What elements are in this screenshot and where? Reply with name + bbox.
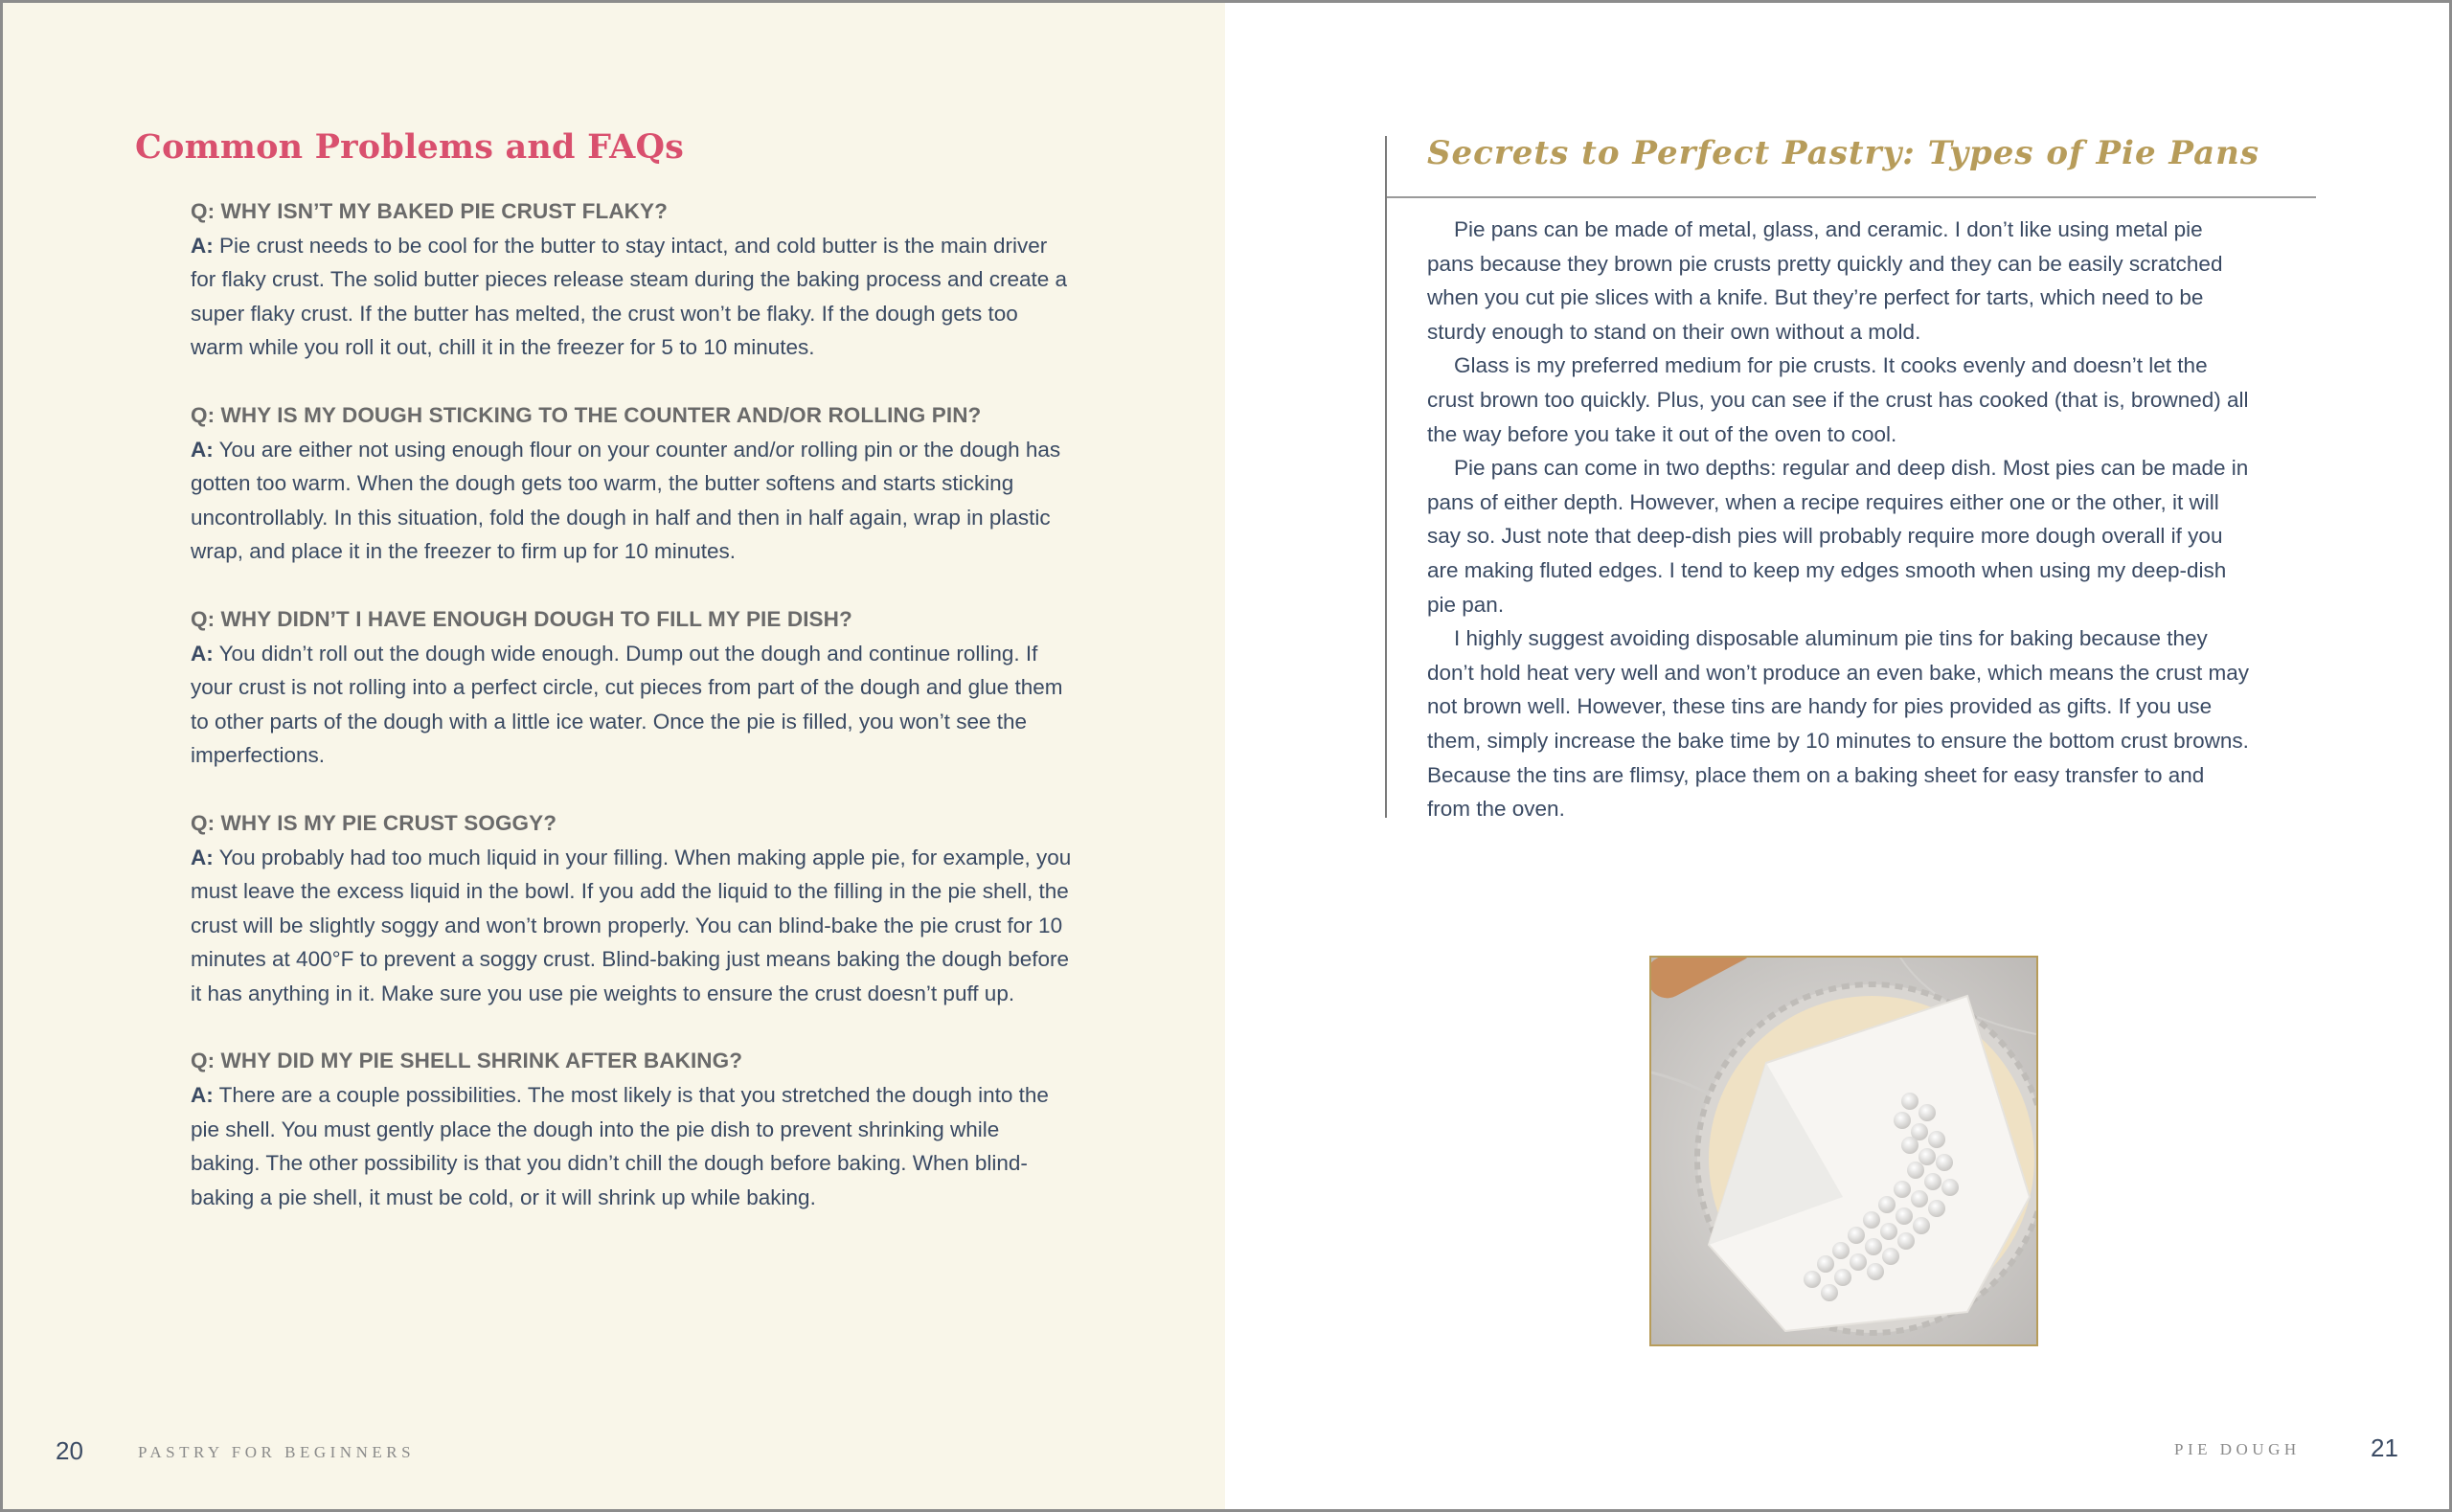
page-number-right: 21 [2371,1433,2398,1462]
body-paragraph: Pie pans can come in two depths: regular and deep dish. Most pies can be made in pans of either depth. However, when a recipe requires either one or the other, it will say so. Just note that deep-dish pies will probably require more dough overall if you are making fluted edges. I tend to keep my edges smooth when using my deep-dish pie pan. [1427,456,2249,617]
faq-item [191,194,1072,365]
secrets-body [1427,213,2251,826]
secrets-heading: Secrets to Perfect Pastry: Types of Pie Pans [1427,134,2259,172]
body-paragraph: Glass is my preferred medium for pie crusts. It cooks evenly and doesn’t let the crust brown too quickly. Plus, you can see if the crust has cooked (that is, browned) all the way before you take it out of the oven to cool. [1427,353,2249,446]
faq-question: Q: WHY IS MY PIE CRUST SOGGY? [191,810,557,835]
pie-crust-photo [1649,956,2038,1346]
pie-crust-illustration [1651,958,2036,1344]
faq-list [191,194,1072,1248]
sidebar-vertical-rule [1385,136,1387,818]
answer-text: There are a couple possibilities. The most likely is that you stretched the dough into the pie shell. You must gently place the dough into the pie dish to prevent shrinking while baking. The other possibility is that you didn’t chill the dough before baking. When blind-baking a pie shell, it must be cold, or it will shrink up while baking. [191,1083,1049,1209]
body-paragraph: Pie pans can be made of metal, glass, and ceramic. I don’t like using metal pie pans because they brown pie crusts pretty quickly and they can be easily scratched when you cut pie slices with a knife. But they’re perfect for tarts, which need to be sturdy enough to stand on their own without a mold. [1427,217,2223,344]
faq-answer [191,1078,1072,1214]
faq-answer [191,841,1072,1011]
answer-prefix: A: [191,437,214,462]
running-head-left: PASTRY FOR BEGINNERS [138,1443,416,1461]
faq-question: Q: WHY DID MY PIE SHELL SHRINK AFTER BAKING? [191,1049,743,1073]
faq-item [191,602,1072,773]
faq-item [191,398,1072,569]
page-number-left: 20 [56,1436,83,1465]
faq-item [191,1044,1072,1214]
answer-prefix: A: [191,845,214,869]
faq-heading: Common Problems and FAQs [135,127,685,167]
running-head-right: PIE DOUGH [2174,1440,2301,1458]
answer-prefix: A: [191,233,214,258]
heading-underline [1387,196,2316,198]
faq-question: Q: WHY ISN’T MY BAKED PIE CRUST FLAKY? [191,199,668,223]
answer-prefix: A: [191,641,214,666]
faq-answer [191,229,1072,365]
answer-text: Pie crust needs to be cool for the butter to stay intact, and cold butter is the main driver for flaky crust. The solid butter pieces release steam during the baking process and create a super flaky crust. If the butter has melted, the crust won’t be flaky. If the dough gets too warm while you roll it out, chill it in the freezer for 5 to 10 minutes. [191,233,1068,360]
left-page [3,3,1225,1509]
faq-answer [191,433,1072,569]
faq-question: Q: WHY DIDN’T I HAVE ENOUGH DOUGH TO FILL MY PIE DISH? [191,606,852,631]
faq-answer [191,637,1072,773]
answer-text: You probably had too much liquid in your filling. When making apple pie, for example, you must leave the excess liquid in the bowl. If you add the liquid to the filling in the pie shell, the crust will be slightly soggy and won’t brown properly. You can blind-bake the pie crust for 10 minutes at 400°F to prevent a soggy crust. Blind-baking just means baking the dough before it has anything in it. Make sure you use pie weights to ensure the crust doesn’t puff up. [191,845,1072,1005]
answer-prefix: A: [191,1083,214,1108]
answer-text: You are either not using enough flour on your counter and/or rolling pin or the dough has gotten too warm. When the dough gets too warm, the butter softens and starts sticking uncontrollably. In this situation, fold the dough in half and then in half again, wrap in plastic wrap, and place it in the freezer to firm up for 10 minutes. [191,437,1061,564]
body-paragraph: I highly suggest avoiding disposable aluminum pie tins for baking because they don’t hold heat very well and won’t produce an even bake, which means the crust may not brown well. However, these tins are handy for pies provided as gifts. If you use them, simply increase the bake time by 10 minutes to ensure the bottom crust browns. Because the tins are flimsy, place them on a baking sheet for easy transfer to and from the oven. [1427,626,2249,822]
answer-text: You didn’t roll out the dough wide enough. Dump out the dough and continue rolling. If your crust is not rolling into a perfect circle, cut pieces from part of the dough and glue them to other parts of the dough with a little ice water. Once the pie is filled, you won’t see the imperfections. [191,641,1063,768]
faq-question: Q: WHY IS MY DOUGH STICKING TO THE COUNTER AND/OR ROLLING PIN? [191,402,982,427]
faq-item [191,806,1072,1011]
